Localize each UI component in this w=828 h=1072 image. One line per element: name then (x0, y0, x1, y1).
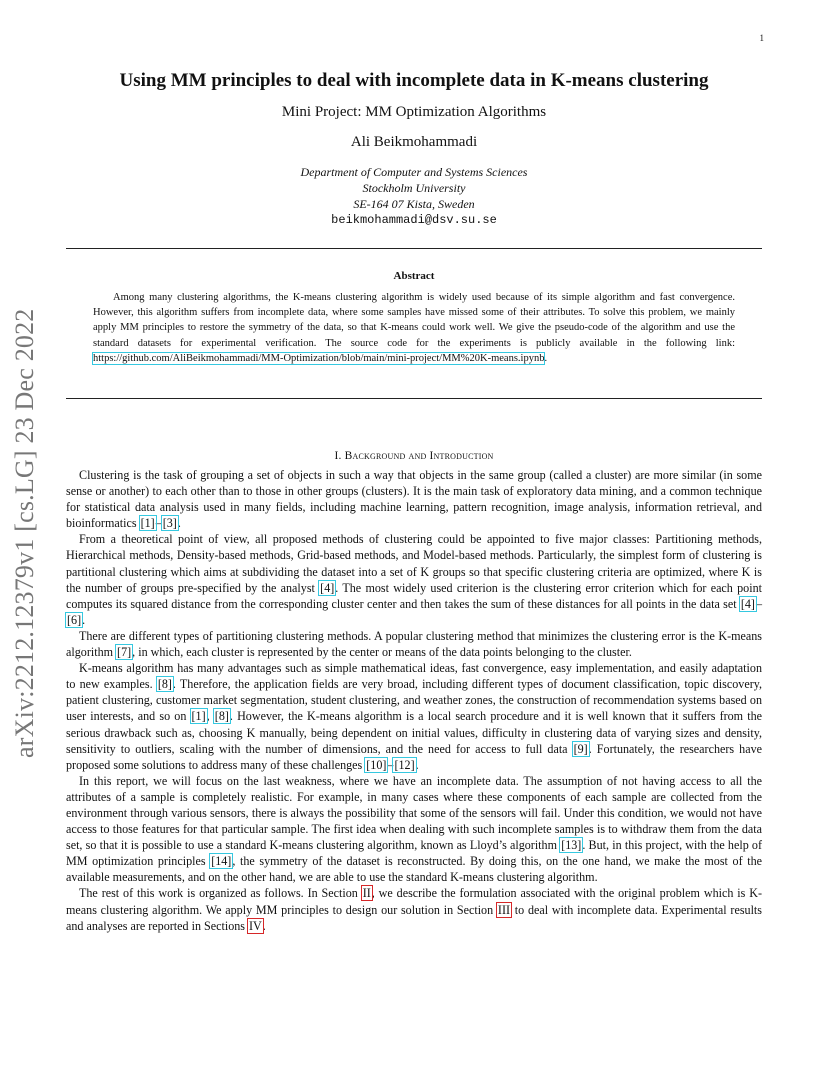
affiliation-line: SE-164 07 Kista, Sweden (353, 197, 475, 211)
citation-link[interactable]: [14] (211, 854, 232, 869)
affiliation-line: Stockholm University (362, 181, 466, 195)
citation-link[interactable]: [4] (740, 596, 755, 611)
section-heading (66, 450, 762, 462)
abstract-body: Among many clustering algorithms, the K-means clustering algorithm is widely used because of its simple algorithm and fast convergence. However, this algorithm suffers from incomplete data, where some samples have missed some of their attributes. To solve this problem, we mainly apply MM principles to restore the symmetry of the data, so that K-means could work well. We give the pseudo-code of the algorithm and use the standard datasets for experimental verification. The source code for the experiments is publicly available in the following link: (93, 292, 735, 349)
section-number: I. (334, 450, 342, 462)
abstract-end: . (544, 352, 548, 364)
citation-link[interactable]: [8] (157, 677, 172, 692)
section-link[interactable]: III (497, 902, 511, 917)
section-link[interactable]: II (362, 886, 371, 901)
bottom-divider (66, 398, 762, 399)
author-name: Ali Beikmohammadi (350, 134, 478, 150)
citation-link[interactable]: [12] (394, 757, 415, 772)
author-email[interactable]: beikmohammadi@dsv.su.se (331, 213, 497, 227)
body-text (66, 467, 762, 934)
citation-link[interactable]: [10] (366, 757, 387, 772)
citation-link[interactable]: [8] (214, 709, 229, 724)
citation-link[interactable]: [13] (561, 838, 582, 853)
citation-link[interactable]: [9] (573, 741, 588, 756)
affiliation-line: Department of Computer and Systems Sciences (300, 165, 528, 179)
paragraph: Clustering is the task of grouping a set of objects in such a way that objects in the same group (called a cluster) are more similar (in some sense or another) to each other than to those in other groups (clusters). It is the main task of exploratory data mining, and a common technique for statistical data analysis used in many fields, including machine learning, pattern recognition, image analysis, information retrieval, and bioinformatics [1]–[3]. (66, 468, 762, 531)
section-title: Background and Introduction (344, 450, 494, 462)
citation-link[interactable]: [6] (67, 612, 82, 627)
citation-link[interactable]: [7] (117, 645, 132, 660)
paper-title: Using MM principles to deal with incomplete data in K-means clustering (119, 70, 709, 91)
section-link[interactable]: IV (249, 918, 262, 933)
citation-link[interactable]: [1] (140, 516, 155, 531)
page-number: 1 (759, 33, 764, 43)
abstract-text (93, 290, 735, 366)
paragraph: There are different types of partitioning clustering methods. A popular clustering method that minimizes the clustering error is the K-means algorithm [7], in which, each cluster is represented by the center or means of the data points belonging to the cluster. (66, 628, 762, 660)
citation-link[interactable]: [3] (162, 516, 177, 531)
paragraph: The rest of this work is organized as follows. In Section II, we describe the formulation associated with the original problem which is K-means clustering algorithm. We apply MM principles to design our solution in Section III to deal with incomplete data. Experimental results and analyses are reported in Sections IV. (66, 886, 762, 933)
arxiv-side-identifier: arXiv:2212.12379v1 [cs.LG] 23 Dec 2022 (10, 308, 39, 758)
source-code-link[interactable]: https://github.com/AliBeikmohammadi/MM-Optimization/blob/main/mini-project/MM%20K-means.ipynb (93, 352, 545, 364)
affiliation (66, 164, 762, 212)
paragraph: From a theoretical point of view, all proposed methods of clustering could be appointed to five major classes: Partitioning methods, Hierarchical methods, Density-based methods, Grid-based methods, and Model-based methods. Particularly, the simplest form of clustering is partitional clustering which aims at subdividing the dataset into a set of K groups so that specific clustering criteria are optimized, where K is the number of groups pre-specified by the analyst [4]. The most widely used criterion is the clustering error criterion which for each point computes its squared distance from the corresponding cluster center and then takes the sum of these distances for all points in the data set [4]–[6]. (66, 532, 762, 627)
paragraph: K-means algorithm has many advantages such as simple mathematical ideas, fast convergence, easy implementation, and easily adaptation to new examples. [8]. Therefore, the application fields are very broad, including different types of document classification, topic discovery, patient clustering, customer market segmentation, student clustering, and weather zones, the construction of recommendation systems based on user interests, and so on [1], [8]. However, the K-means algorithm is a local search procedure and it is well known that it suffers from the serious drawback such as, choosing K manually, being dependent on initial values, difficulty in clustering data of varying sizes and density, sensitivity to outliers, scaling with the number of dimensions, and the need for access to full data [9]. Fortunately, the researchers have proposed some solutions to address many of these challenges [10]–[12]. (66, 661, 763, 772)
abstract-heading: Abstract (393, 270, 435, 282)
citation-link[interactable]: [1] (191, 709, 206, 724)
paragraph: In this report, we will focus on the last weakness, where we have an incomplete data. The assumption of not having access to all the attributes of a sample is completely realistic. For example, in many cases where these components of each sample are collected from the environment through various sensors, there is always the possibility that some of the sensors will fail. Under this condition, we would not have access to those features for that particular sample. The first idea when dealing with such incomplete samples is to withdraw them from the data set, so that it is possible to use a standard K-means clustering algorithm, known as Lloyd’s algorithm [13]. But, in this project, with the help of MM optimization principles [14], the symmetry of the dataset is reconstructed. By doing this, on the one hand, we make the most of the available measurements, and on the other hand, we are able to use the standard K-means clustering algorithm. (66, 773, 763, 885)
top-divider (66, 248, 762, 249)
citation-link[interactable]: [4] (320, 580, 335, 595)
paper-subtitle: Mini Project: MM Optimization Algorithms (281, 104, 547, 120)
